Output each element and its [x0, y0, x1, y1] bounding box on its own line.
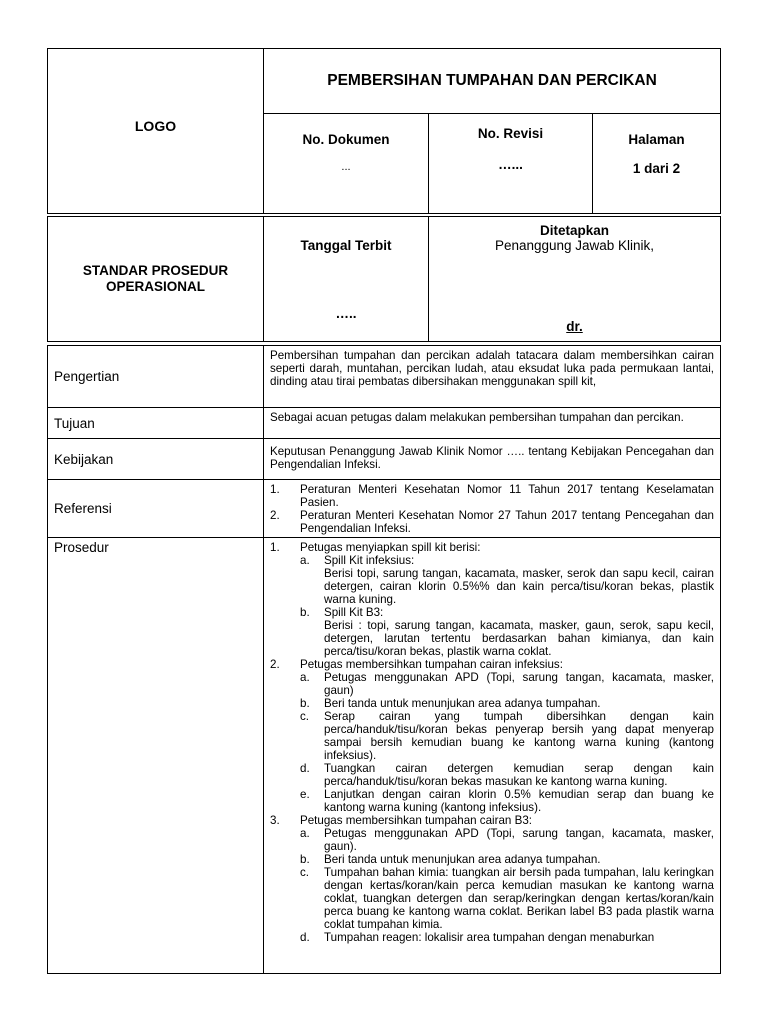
prosedur-substep: b. Beri tanda untuk menunjukan area adanya tumpahan.: [300, 697, 601, 710]
kebijakan-label: Kebijakan: [48, 439, 264, 480]
sop-label: STANDAR PROSEDUR OPERASIONAL: [48, 217, 264, 342]
page-value: 1 dari 2: [632, 161, 681, 176]
revision-label: No. Revisi: [477, 126, 544, 141]
prosedur-body: [264, 538, 721, 974]
prosedur-substep: c. Serap cairan yang tumpah dibersihkan dengan kain perca/handuk/tisu/koran bekas penyerap bersih yang dapat menyerap sampai bersih kemudian buang ke kantong warna kuning (kantong infeksius).: [300, 710, 714, 762]
doc-number-cell: [264, 114, 429, 214]
content-table: [47, 345, 721, 974]
referensi-label: Referensi: [48, 480, 264, 538]
pengertian-label: Pengertian: [48, 346, 264, 408]
revision-value: …...: [498, 157, 523, 172]
prosedur-substep: e. Lanjutkan dengan cairan klorin 0.5% kemudian serap dan buang ke kantong warna kuning (kantong infeksius).: [300, 788, 714, 814]
prosedur-substep: d. Tumpahan reagen: lokalisir area tumpahan dengan menaburkan: [300, 931, 655, 944]
issue-date-value: …..: [335, 306, 357, 321]
doc-number-label: No. Dokumen: [302, 132, 390, 147]
revision-cell: [429, 114, 593, 214]
document-title: PEMBERSIHAN TUMPAHAN DAN PERCIKAN: [264, 49, 721, 114]
prosedur-substep-desc: Berisi topi, sarung tangan, kacamata, masker, serok dan sapu kecil, cairan detergen, cairan klorin 0.5%% dan kain perca/tisu/koran bekas, plastik warna kuning.: [324, 567, 714, 606]
signatory-name: dr.: [566, 319, 583, 334]
prosedur-substep: b. Spill Kit B3:: [300, 606, 384, 619]
tujuan-label: Tujuan: [48, 408, 264, 439]
doc-number-value: ...: [341, 161, 351, 173]
header-table: [47, 48, 721, 214]
prosedur-substep: b. Beri tanda untuk menunjukan area adanya tumpahan.: [300, 853, 601, 866]
prosedur-label: Prosedur: [48, 538, 264, 974]
approved-by: Penanggung Jawab Klinik,: [494, 238, 655, 253]
kebijakan-text: Keputusan Penanggung Jawab Klinik Nomor ….. tentang Kebijakan Pencegahan dan Pengendalian Infeksi.: [264, 439, 721, 480]
approved-label: Ditetapkan: [539, 223, 610, 238]
prosedur-substep: c. Tumpahan bahan kimia: tuangkan air bersih pada tumpahan, lalu keringkan dengan kertas/koran/kain perca kemudian masukan ke kantong warna coklat, tuangkan detergen dan serap/keringkan dengan kertas/koran/kain perca buang ke kantong warna coklat. Berikan label B3 pada plastik warna coklat tumpahan kimia.: [300, 866, 714, 931]
issue-date-cell: [264, 217, 429, 342]
sop-document: [47, 48, 720, 974]
sop-info-table: [47, 216, 721, 342]
prosedur-substep: a. Petugas menggunakan APD (Topi, sarung tangan, kacamata, masker, gaun): [300, 671, 714, 697]
approval-cell: [429, 217, 721, 342]
tujuan-text: Sebagai acuan petugas dalam melakukan pembersihan tumpahan dan percikan.: [264, 408, 721, 439]
page-cell: [593, 114, 721, 214]
referensi-list: [264, 480, 721, 538]
logo-placeholder: LOGO: [48, 49, 264, 214]
prosedur-step: 2. Petugas membersihkan tumpahan cairan infeksius:: [270, 658, 563, 671]
prosedur-substep-desc: Berisi : topi, sarung tangan, kacamata, masker, gaun, serok, sapu kecil, detergen, larutan tertentu berdasarkan bahan kimianya, dan kain perca/tisu/koran bekas, plastik warna coklat.: [324, 619, 714, 658]
prosedur-substep: a. Petugas menggunakan APD (Topi, sarung tangan, kacamata, masker, gaun).: [300, 827, 714, 853]
referensi-item: 1. Peraturan Menteri Kesehatan Nomor 11 Tahun 2017 tentang Keselamatan Pasien.: [270, 483, 714, 509]
issue-date-label: Tanggal Terbit: [300, 238, 392, 253]
prosedur-substep: a. Spill Kit infeksius:: [300, 554, 415, 567]
prosedur-step: 1. Petugas menyiapkan spill kit berisi:: [270, 541, 481, 554]
page-label: Halaman: [628, 132, 685, 147]
prosedur-substep: d. Tuangkan cairan detergen kemudian serap dengan kain perca/handuk/tisu/koran bekas masukan ke kantong warna kuning.: [300, 762, 714, 788]
referensi-item: 2. Peraturan Menteri Kesehatan Nomor 27 Tahun 2017 tentang Pencegahan dan Pengendalian Infeksi.: [270, 509, 714, 535]
prosedur-step: 3. Petugas membersihkan tumpahan cairan B3:: [270, 814, 533, 827]
pengertian-text: Pembersihan tumpahan dan percikan adalah tatacara dalam membersihkan cairan seperti darah, muntahan, percikan ludah, atau eksudat luka pada permukaan lantai, dinding atau tirai pembatas dibersihakan menggunakan spill kit,: [264, 346, 721, 408]
